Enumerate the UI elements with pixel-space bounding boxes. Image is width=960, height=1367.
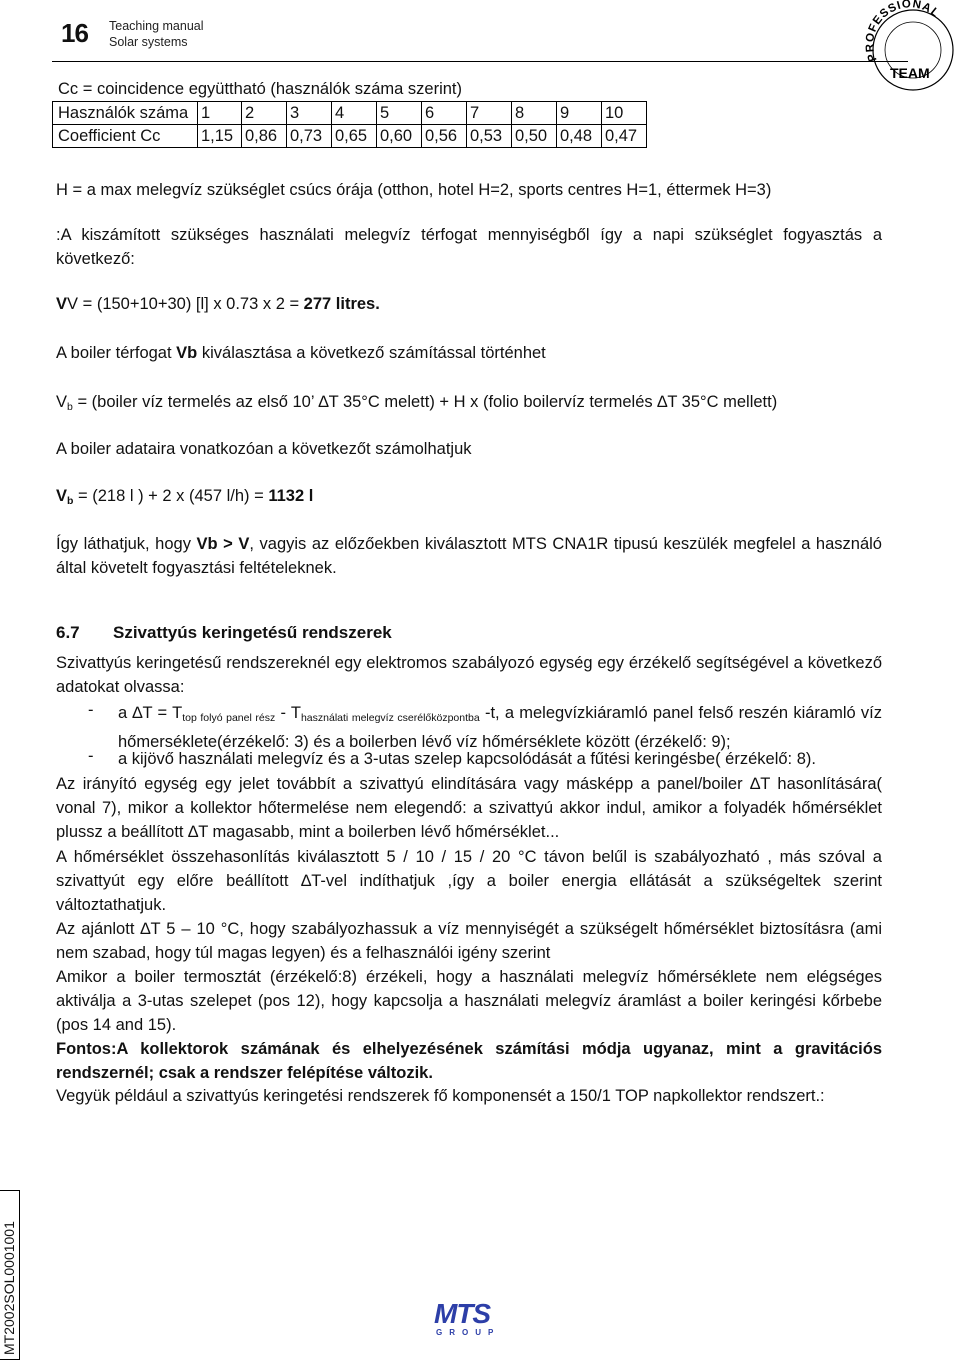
delta-symbol: ∆ [140, 920, 151, 938]
svg-text:PROFESSIONAL [864, 0, 942, 63]
text-span: T magasabb, mint a boilerben lévő hőmérséklet... [198, 823, 560, 841]
page-number: 16 [61, 18, 88, 48]
subscript: b [67, 401, 73, 413]
text-bold: Vb [176, 344, 198, 362]
logo-text-bottom: TEAM [890, 65, 930, 81]
mts-logo-text: MTS [434, 1298, 491, 1329]
text-bold: V [56, 487, 68, 505]
text-span: T 35°C mellett) [667, 393, 778, 411]
text-span: -t, a melegvízkiáramló panel felső reszén kiáramló víz hőmerséklete(érzékelő: 3) és a boilerben lévő víz hőmérséklete között (érzékelő: 9); [118, 704, 882, 751]
table-cell: 9 [557, 102, 602, 125]
table-cell: 8 [512, 102, 557, 125]
text-span: , vagyis az előzőekben kiválasztott MTS CNA1R tipusú keszülék megfelel a használó által követelt fogyasztási feltételeknek. [56, 535, 882, 577]
table-cell-label: Coefficient Cc [53, 125, 198, 148]
para-boiler-data: A boiler adataira vonatkozóan a következőt számolhatjuk [56, 440, 472, 458]
formula-vb [56, 390, 777, 419]
text-span: A boiler térfogat [56, 344, 177, 362]
running-header [109, 18, 204, 50]
para-control [56, 772, 882, 844]
delta-symbol: ∆ [132, 704, 143, 722]
section-heading [56, 623, 392, 643]
table-cell: 0,53 [467, 125, 512, 148]
table-cell: 1,15 [198, 125, 242, 148]
text-span: a [118, 704, 133, 722]
table-cell: 2 [242, 102, 287, 125]
text-bold: Vb > V [196, 535, 250, 553]
table-cell: 0,50 [512, 125, 557, 148]
table-cell: 4 [332, 102, 377, 125]
bullet-item: a kijövő használati melegvíz és a 3-utas szelep kapcsolódását a fűtési keringésbe( érzékelő: 8). [118, 750, 816, 768]
table-cell: 10 [602, 102, 647, 125]
text-span: T 35°C melett) + H x (folio boilervíz termelés [328, 393, 658, 411]
manual-subject: Solar systems [109, 35, 188, 49]
text-span: Az ajánlott [56, 920, 141, 938]
text-span: T = T [142, 704, 183, 722]
text-span: kiválasztása a következő számítással történhet [197, 344, 546, 362]
table-cell: 0,47 [602, 125, 647, 148]
table-cell-label: Használók száma [53, 102, 198, 125]
para-intro: Szivattyús keringetésű rendszereknél egy elektromos szabályozó egység egy érzékelő segítségével a következő adatokat olvassa: [56, 654, 882, 696]
text-span: Az irányító egység egy jelet továbbít a szivattyú elindítására vagy másképp a panel/boiler [56, 775, 751, 793]
delta-symbol: ∆ [188, 823, 199, 841]
formula-vb2-result: 1132 l [268, 487, 314, 505]
formula-v [56, 292, 380, 316]
manual-title: Teaching manual [109, 19, 204, 33]
para-important: Fontos:A kollektorok számának és elhelyezésének számítási módja ugyanaz, mint a gravitációs rendszernél; csak a rendszer felépítése változik. [56, 1040, 882, 1082]
table-cell: 7 [467, 102, 512, 125]
table-cell: 0,86 [242, 125, 287, 148]
document-code: MT2002SOL0001001 [0, 1190, 20, 1360]
para-example: Vegyük például a szivattyús keringetési rendszerek fő komponensét a 150/1 TOP napkollektor rendszert.: [56, 1087, 825, 1105]
formula-vb2 [56, 484, 313, 513]
coef-table-title: Cc = coincidence együttható (használók száma szerint) [58, 80, 462, 98]
subscript: b [67, 495, 74, 507]
text-span: T 5 – 10 °C, hogy szabályozhassuk a víz mennyiségét a szükségelt hőmérséklet biztosításra (ami nem szabad, hogy túl magas legyen) és a felhasználói igény szerint [56, 920, 882, 962]
formula-v-lhs: V = (150+10+30) [l] x 0.73 x 2 = [67, 295, 304, 313]
bullet-dash: - [88, 701, 94, 719]
coefficient-table [52, 101, 647, 148]
text-span: V [56, 393, 68, 411]
text-span: - T [275, 704, 301, 722]
formula-v-lhs-v: V [56, 295, 68, 313]
table-row [53, 125, 647, 148]
table-cell: 0,60 [377, 125, 422, 148]
section-title: Szivattyús keringetésű rendszerek [113, 623, 392, 642]
text-span: T hasonlítására( vonal 7), mikor a kollektor hőtermelése nem elegendő: a szivattyú akkor indul, amikor a folyadék hőmérséklet plussz a beállított [56, 775, 882, 841]
section-number: 6.7 [56, 623, 80, 642]
para-recommend [56, 917, 882, 965]
text-span: = (218 l ) + 2 x (457 l/h) = [73, 487, 269, 505]
para-temperature [56, 845, 882, 917]
formula-v-result: 277 litres. [303, 295, 380, 313]
table-cell: 6 [422, 102, 467, 125]
mts-logo-group-text: GROUP [436, 1328, 501, 1337]
para-thermostat: Amikor a boiler termosztát (érzékelő:8) érzékeli, hogy a használati melegvíz hőmérséklete nem elégséges aktiválja a 3-utas szelepet (pos 12), hogy kapcsolja a használati melegvíz áramlást a boiler keringési kőrbebe (pos 14 and 15). [56, 968, 882, 1034]
text-span: = (boiler víz termelés az első 10’ [72, 393, 319, 411]
table-cell: 5 [377, 102, 422, 125]
header-rule [52, 61, 908, 62]
delta-symbol: ∆ [657, 393, 668, 411]
table-cell: 0,73 [287, 125, 332, 148]
para-result [56, 532, 882, 580]
delta-symbol: ∆ [318, 393, 329, 411]
text-span: Így láthatjuk, hogy [56, 535, 197, 553]
table-cell: 0,56 [422, 125, 467, 148]
subscript: top folyó panel rész [182, 712, 276, 724]
bullet-dash: - [88, 747, 94, 765]
para-boiler-volume [56, 341, 546, 365]
para-h-definition: H = a max melegvíz szükséglet csúcs órája (otthon, hotel H=2, sports centres H=1, éttermek H=3) [56, 181, 772, 199]
logo-text-top: PROFESSIONAL [864, 0, 942, 64]
professional-team-logo [863, 0, 955, 92]
delta-symbol: ∆ [301, 872, 312, 890]
table-cell: 1 [198, 102, 242, 125]
subscript: használati melegvíz cserélőközpontba [300, 712, 480, 724]
text-span: A hőmérséklet összehasonlítás kiválasztott 5 / 10 / 15 / 20 °C távon belűl is szabályozható , más szóval a szivattyút egy előre beállított [56, 848, 882, 890]
table-cell: 0,65 [332, 125, 377, 148]
para-calculation: :A kiszámított szükséges használati melegvíz térfogat mennyiségből így a napi szükséglet fogyasztás a következő: [56, 226, 882, 268]
delta-symbol: ∆ [750, 775, 761, 793]
mts-group-logo [430, 1296, 510, 1338]
table-cell: 0,48 [557, 125, 602, 148]
table-cell: 3 [287, 102, 332, 125]
text-span: T-vel indíthatjuk ,így a boiler energia ellátását a szükségeltek szerint változtathatjuk. [56, 872, 883, 914]
table-row [53, 102, 647, 125]
